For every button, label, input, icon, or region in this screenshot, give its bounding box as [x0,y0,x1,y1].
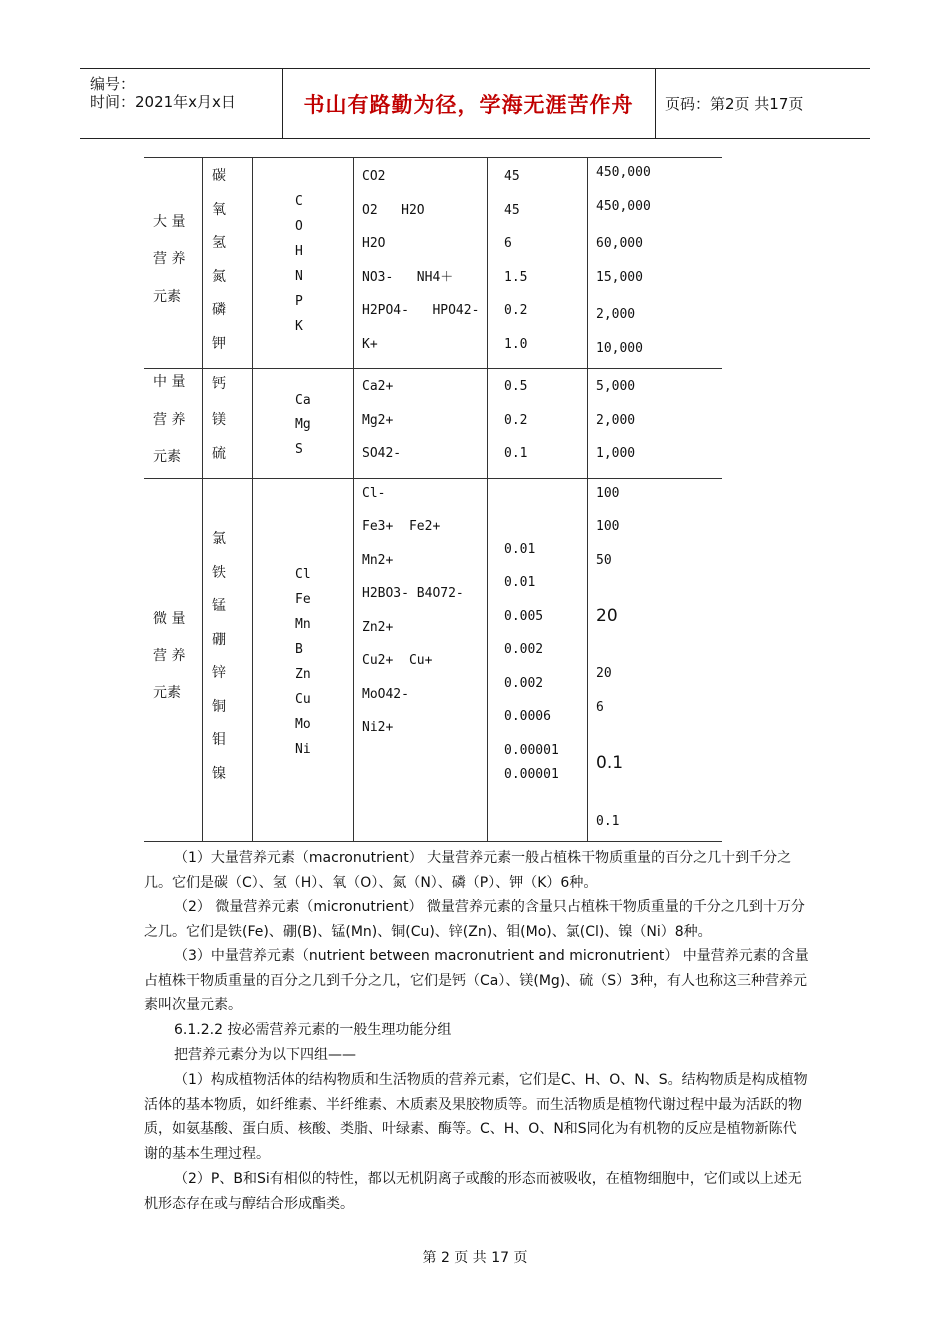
absorbed-form: Fe3+ Fe2+ [362,519,441,534]
absorbed-form: MoO42- [362,687,409,702]
page-header [80,68,870,139]
element-name: 硼 [212,632,226,648]
element-symbol: Mo [295,717,311,732]
category-macro-1: 大 量 [153,214,186,230]
absorbed-form: Cl- [362,486,386,501]
element-symbol: Ni [295,742,311,757]
content-value: 1.0 [504,337,528,352]
absorbed-form: CO2 [362,169,386,184]
element-symbol: C [295,194,303,209]
atom-count: 2,000 [596,307,636,322]
element-symbol: P [295,294,303,309]
content-value: 0.0006 [504,709,551,724]
atom-count: 1,000 [596,446,636,461]
atom-count: 50 [596,553,612,568]
element-symbol: B [295,642,303,657]
absorbed-form: Zn2+ [362,620,394,635]
element-name: 铜 [212,699,226,715]
category-middle-3: 元素 [153,449,181,465]
time-label: 时间：2021年x月x日 [90,93,236,111]
absorbed-form: Ni2+ [362,720,394,735]
atom-count: 100 [596,486,620,501]
element-name: 钙 [212,376,226,392]
absorbed-form: Mn2+ [362,553,394,568]
paragraph-macronutrient: （1）大量营养元素（macronutrient） 大量营养元素一般占植株干物质重量的百分之几十到千分之几。它们是碳（C）、氢（H）、氧（O）、氮（N）、磷（P）、钾（K）6种。 [144,850,792,891]
category-micro-3: 元素 [153,685,181,701]
atom-count: 20 [596,666,612,681]
atom-count: 2,000 [596,413,636,428]
motto: 书山有路勤为径，学海无涯苦作舟 [303,92,634,117]
paragraph-group-1: （1）构成植物活体的结构物质和生活物质的营养元素，它们是C、H、O、N、S。结构物质是构成植物活体的基本物质，如纤维素、半纤维素、木质素及果胶物质等。而生活物质是植物代谢过程中最为活跃的物质，如氨基酸、蛋白质、核酸、类脂、叶绿素、酶等。C、H、O、N和S同化为有机物的反应是植物新陈代谢的基本生理过程。 [144,1072,808,1162]
content-value: 0.2 [504,413,528,428]
absorbed-form: NO3- NH4＋ [362,270,454,285]
header-motto-cell [282,69,656,138]
atom-count: 450,000 [596,199,651,214]
absorbed-form: H2PO4- HPO42- [362,303,480,318]
element-symbol: Zn [295,667,311,682]
element-name: 硫 [212,446,226,462]
content-value: 0.01 [504,542,536,557]
content-value: 1.5 [504,270,528,285]
element-name: 磷 [212,302,226,318]
content-value: 0.005 [504,609,544,624]
absorbed-form: H2BO3- B4O72- [362,586,464,601]
paragraph-intro: 把营养元素分为以下四组—— [174,1047,356,1063]
content-value: 45 [504,203,520,218]
element-symbol: Mg [295,417,311,432]
content-value: 0.00001 [504,743,559,758]
atom-count: 6 [596,700,604,715]
element-symbol: N [295,269,303,284]
atom-count: 60,000 [596,236,643,251]
atom-count: 450,000 [596,165,651,180]
content-value: 45 [504,169,520,184]
paragraph-group-2: （2）P、B和Si有相似的特性，都以无机阴离子或酸的形态而被吸收，在植物细胞中，它们或以上述无机形态存在或与醇结合形成酯类。 [144,1171,802,1212]
content-value: 6 [504,236,512,251]
element-name: 镍 [212,766,226,782]
absorbed-form: Ca2+ [362,379,394,394]
absorbed-form: H2O [362,236,386,251]
element-name: 镁 [212,412,226,428]
atom-count: 20 [596,606,618,626]
atom-count: 10,000 [596,341,643,356]
element-name: 钼 [212,732,226,748]
paragraph-micronutrient: （2） 微量营养元素（micronutrient） 微量营养元素的含量只占植株干物质重量的千分之几到十万分之几。它们是铁(Fe)、硼(B)、锰(Mn)、铜(Cu)、锌(Zn)、钼(Mo)、氯(Cl)、镍（Ni）8种。 [144,899,805,940]
section-heading: 6.1.2.2 按必需营养元素的一般生理功能分组 [174,1022,452,1038]
element-name: 钾 [212,336,226,352]
absorbed-form: O2 H2O [362,203,425,218]
category-micro-1: 微 量 [153,611,186,627]
content-value: 0.2 [504,303,528,318]
category-macro-3: 元素 [153,289,181,305]
page-info: 页码：第2页 共17页 [665,95,804,113]
content-value: 0.1 [504,446,528,461]
element-symbol: Mn [295,617,311,632]
absorbed-form: Cu2+ Cu+ [362,653,433,668]
element-symbol: O [295,219,303,234]
category-micro-2: 营 养 [153,648,186,664]
element-name: 氢 [212,235,226,251]
category-macro-2: 营 养 [153,251,186,267]
header-page-cell [655,69,870,138]
element-name: 铁 [212,565,226,581]
absorbed-form: SO42- [362,446,402,461]
element-name: 氧 [212,202,226,218]
paragraph-middle-nutrient: （3）中量营养元素（nutrient between macronutrient and micronutrient） 中量营养元素的含量占植株干物质重量的百分之几到千分之几，它们是钙（Ca）、镁(Mg)、硫（S）3种，有人也称这三种营养元素叫次量元素。 [144,948,809,1013]
element-symbol: H [295,244,303,259]
content-value: 0.01 [504,575,536,590]
element-symbol: S [295,442,303,457]
absorbed-form: K+ [362,337,378,352]
content-value: 0.5 [504,379,528,394]
atom-count: 15,000 [596,270,643,285]
page-footer: 第 2 页 共 17 页 [422,1250,528,1266]
element-name: 碳 [212,168,226,184]
content-value: 0.00001 [504,767,559,782]
absorbed-form: Mg2+ [362,413,394,428]
category-middle-2: 营 养 [153,412,186,428]
element-symbol: Cu [295,692,311,707]
element-name: 锌 [212,665,226,681]
element-name: 氮 [212,269,226,285]
content-value: 0.002 [504,676,544,691]
nutrient-table [144,157,722,842]
element-symbol: Cl [295,567,311,582]
element-name: 锰 [212,598,226,614]
element-name: 氯 [212,531,226,547]
atom-count: 0.1 [596,814,620,829]
element-symbol: Fe [295,592,311,607]
header-meta-cell [80,69,283,138]
element-symbol: Ca [295,393,311,408]
atom-count: 5,000 [596,379,636,394]
content-value: 0.002 [504,642,544,657]
atom-count: 0.1 [596,753,624,773]
element-symbol: K [295,319,303,334]
atom-count: 100 [596,519,620,534]
category-middle-1: 中 量 [153,374,186,390]
number-label: 编号： [90,75,136,93]
